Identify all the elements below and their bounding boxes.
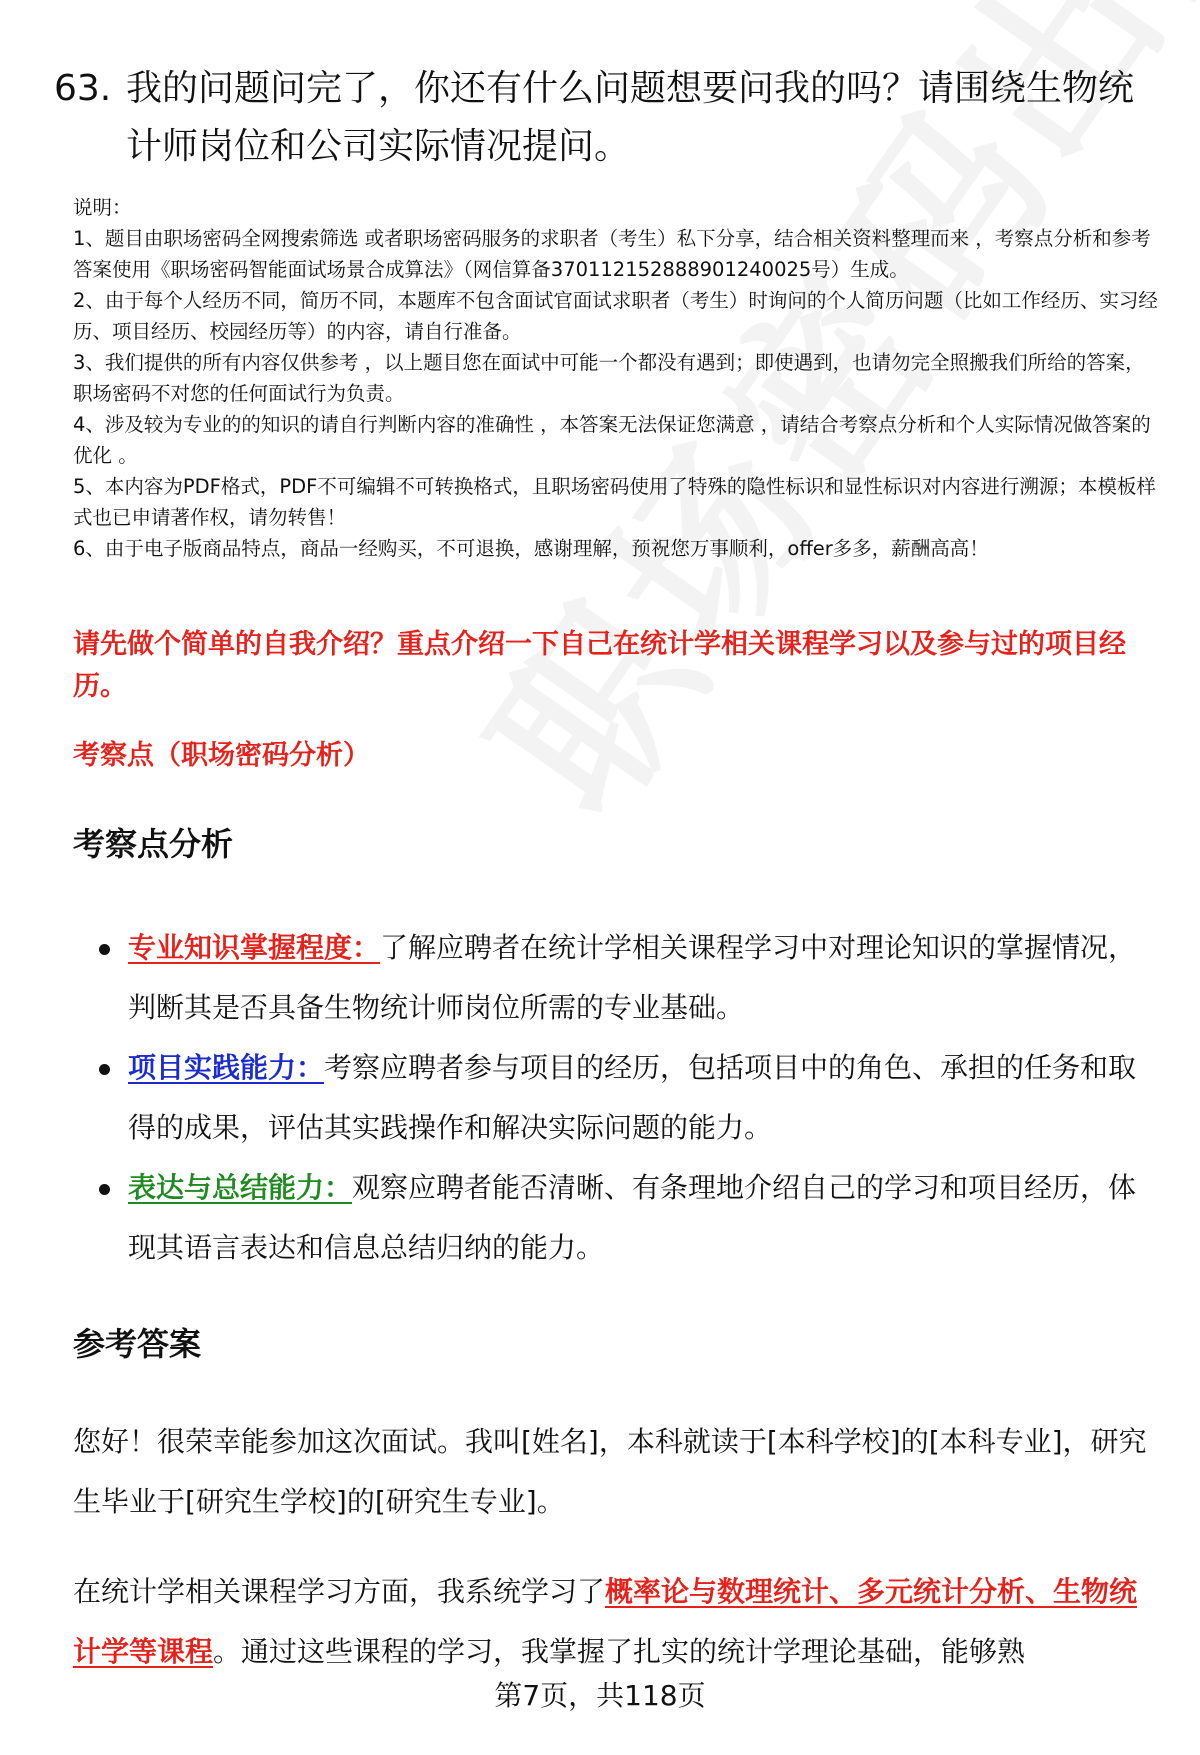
question-text: 我的问题问完了，你还有什么问题想要问我的吗？请围绕生物统计师岗位和公司实际情况提问。	[126, 68, 1135, 167]
page-number: 第7页，共118页	[494, 1679, 706, 1712]
analysis-text: 了解应聘者在统计学相关课程学习中对理论知识的掌握情况，判断其是否具备生物统计师岗位所需的专业基础。	[128, 931, 1137, 1024]
analysis-list	[73, 918, 1153, 1278]
notes-heading: 说明：	[73, 196, 132, 219]
analysis-text: 考察应聘者参与项目的经历，包括项目中的角色、承担的任务和取得的成果，评估其实践操作和解决实际问题的能力。	[128, 1051, 1137, 1144]
note-item: 2、由于每个人经历不同，简历不同，本题库不包含面试官面试求职者（考生）时询问的个人简历问题（比如工作经历、实习经历、项目经历、校园经历等）的内容，请自行准备。	[73, 289, 1158, 343]
analysis-item	[73, 918, 1153, 1038]
sub-question: 请先做个简单的自我介绍？重点介绍一下自己在统计学相关课程学习以及参与过的项目经历。	[73, 629, 1126, 702]
question-title	[54, 60, 1144, 176]
analysis-item	[73, 1038, 1153, 1158]
answer-paragraph	[73, 1562, 1153, 1682]
note-item: 3、我们提供的所有内容仅供参考 ，以上题目您在面试中可能一个都没有遇到；即使遇到，也请勿完全照搬我们所给的答案，职场密码不对您的任何面试行为负责。	[73, 351, 1145, 405]
answer-heading: 参考答案	[73, 1325, 202, 1363]
analysis-text: 观察应聘者能否清晰、有条理地介绍自己的学习和项目经历，体现其语言表达和信息总结归纳的能力。	[128, 1171, 1137, 1264]
note-item: 6、由于电子版商品特点，商品一经购买，不可退换，感谢理解，预祝您万事顺利，offer多多，薪酬高高！	[73, 537, 989, 560]
bullet-dot-icon	[99, 1064, 110, 1075]
analysis-item	[73, 1158, 1153, 1278]
answer-text: 。通过这些课程的学习，我掌握了扎实的统计学理论基础，能够熟	[213, 1635, 1026, 1668]
question-number: 63.	[54, 68, 112, 109]
analysis-keyword: 专业知识掌握程度：	[128, 931, 381, 964]
bullet-dot-icon	[99, 1184, 110, 1195]
bullet-dot-icon	[99, 944, 110, 955]
answer-text: 在统计学相关课程学习方面，我系统学习了	[73, 1575, 606, 1608]
analysis-heading: 考察点分析	[73, 825, 234, 863]
answer-paragraph: 您好！很荣幸能参加这次面试。我叫[姓名]，本科就读于[本科学校]的[本科专业]，研究生毕业于[研究生学校]的[研究生专业]。	[73, 1425, 1147, 1518]
answer-emphasis: 概率论与数理统计、多元统计分析、生物统计学等课程	[73, 1575, 1138, 1668]
analysis-keyword: 项目实践能力：	[128, 1051, 325, 1084]
note-item: 4、涉及较为专业的的知识的请自行判断内容的准确性 ，本答案无法保证您满意 ，请结合考察点分析和个人实际情况做答案的优化 。	[73, 413, 1151, 467]
note-item: 5、本内容为PDF格式，PDF不可编辑不可转换格式，且职场密码使用了特殊的隐性标识和显性标识对内容进行溯源；本模板样式也已申请著作权，请勿转售！	[73, 475, 1156, 529]
notes-block	[73, 192, 1163, 564]
note-item: 1、题目由职场密码全网搜索筛选 或者职场密码服务的求职者（考生）私下分享，结合相关资料整理而来 ，考察点分析和参考答案使用《职场密码智能面试场景合成算法》（网信算备370112152888901240025号）生成。	[73, 227, 1151, 281]
focus-label: 考察点（职场密码分析）	[73, 740, 370, 771]
analysis-keyword: 表达与总结能力：	[128, 1171, 353, 1204]
